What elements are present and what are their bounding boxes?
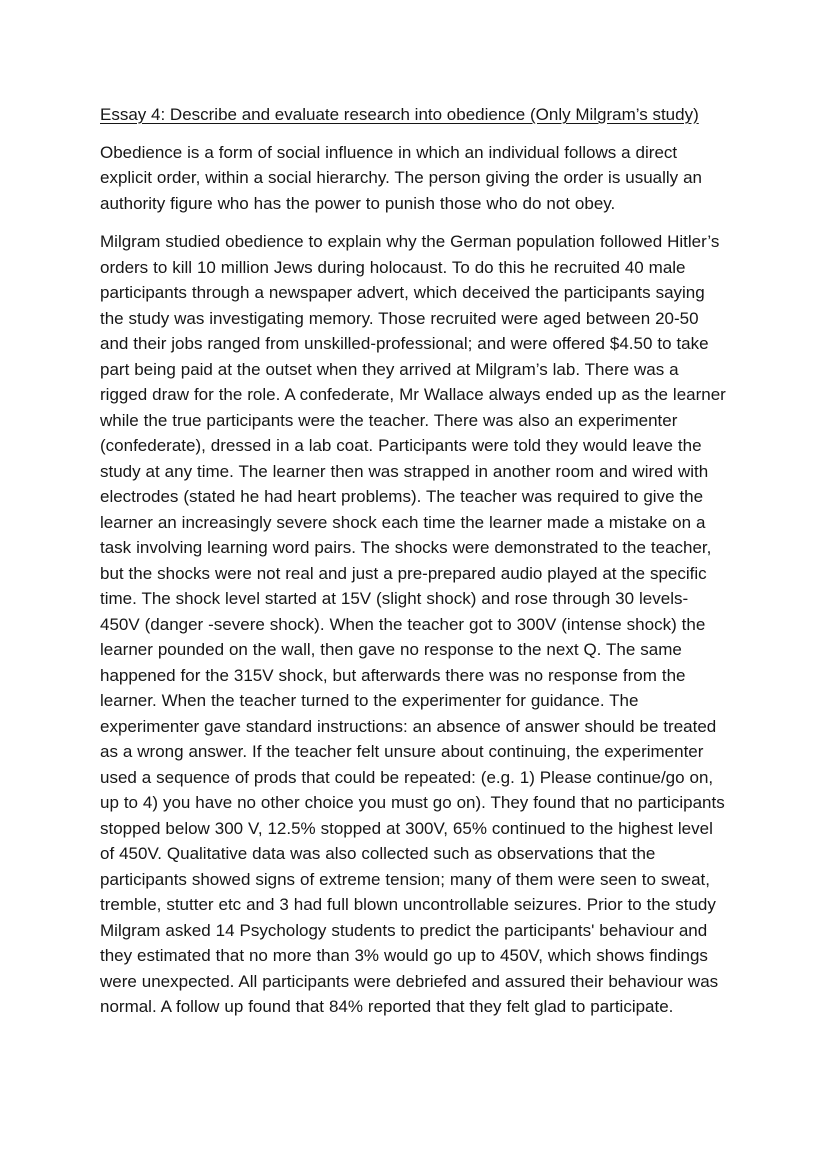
essay-paragraph-milgram-study: Milgram studied obedience to explain why the German population followed Hitler’s orders to kill 10 million Jews during holocaust. To do this he recruited 40 male participants through a newspaper advert, which deceived the participants saying the study was investigating memory. Those recruited were aged between 20-50 and their jobs ranged from unskilled-professional; and were offered $4.50 to take part being paid at the outset when they arrived at Milgram’s lab. There was a rigged draw for the role. A confederate, Mr Wallace always ended up as the learner while the true participants were the teacher. There was also an experimenter (confederate), dressed in a lab coat. Participants were told they would leave the study at any time. The learner then was strapped in another room and wired with electrodes (stated he had heart problems). The teacher was required to give the learner an increasingly severe shock each time the learner made a mistake on a task involving learning word pairs. The shocks were demonstrated to the teacher, but the shocks were not real and just a pre-prepared audio played at the specific time. The shock level started at 15V (slight shock) and rose through 30 levels- 450V (danger -severe shock). When the teacher got to 300V (intense shock) the learner pounded on the wall, then gave no response to the next Q. The same happened for the 315V shock, but afterwards there was no response from the learner. When the teacher turned to the experimenter for guidance. The experimenter gave standard instructions: an absence of answer should be treated as a wrong answer. If the teacher felt unsure about continuing, the experimenter used a sequence of prods that could be repeated: (e.g. 1) Please continue/go on, up to 4) you have no other choice you must go on). They found that no participants stopped below 300 V, 12.5% stopped at 300V, 65% continued to the highest level of 450V. Qualitative data was also collected such as observations that the participants showed signs of extreme tension; many of them were seen to sweat, tremble, stutter etc and 3 had full blown uncontrollable seizures. Prior to the study Milgram asked 14 Psychology students to predict the participants' behaviour and they estimated that no more than 3% would go up to 450V, which shows findings were unexpected. All participants were debriefed and assured their behaviour was normal. A follow up found that 84% reported that they felt glad to participate. xyxy=(100,232,726,1016)
essay-paragraph-intro: Obedience is a form of social influence in which an individual follows a direct explicit order, within a social hierarchy. The person giving the order is usually an authority figure who has the power to punish those who do not obey. xyxy=(100,142,702,213)
essay-title: Essay 4: Describe and evaluate research into obedience (Only Milgram’s study) xyxy=(100,105,699,124)
